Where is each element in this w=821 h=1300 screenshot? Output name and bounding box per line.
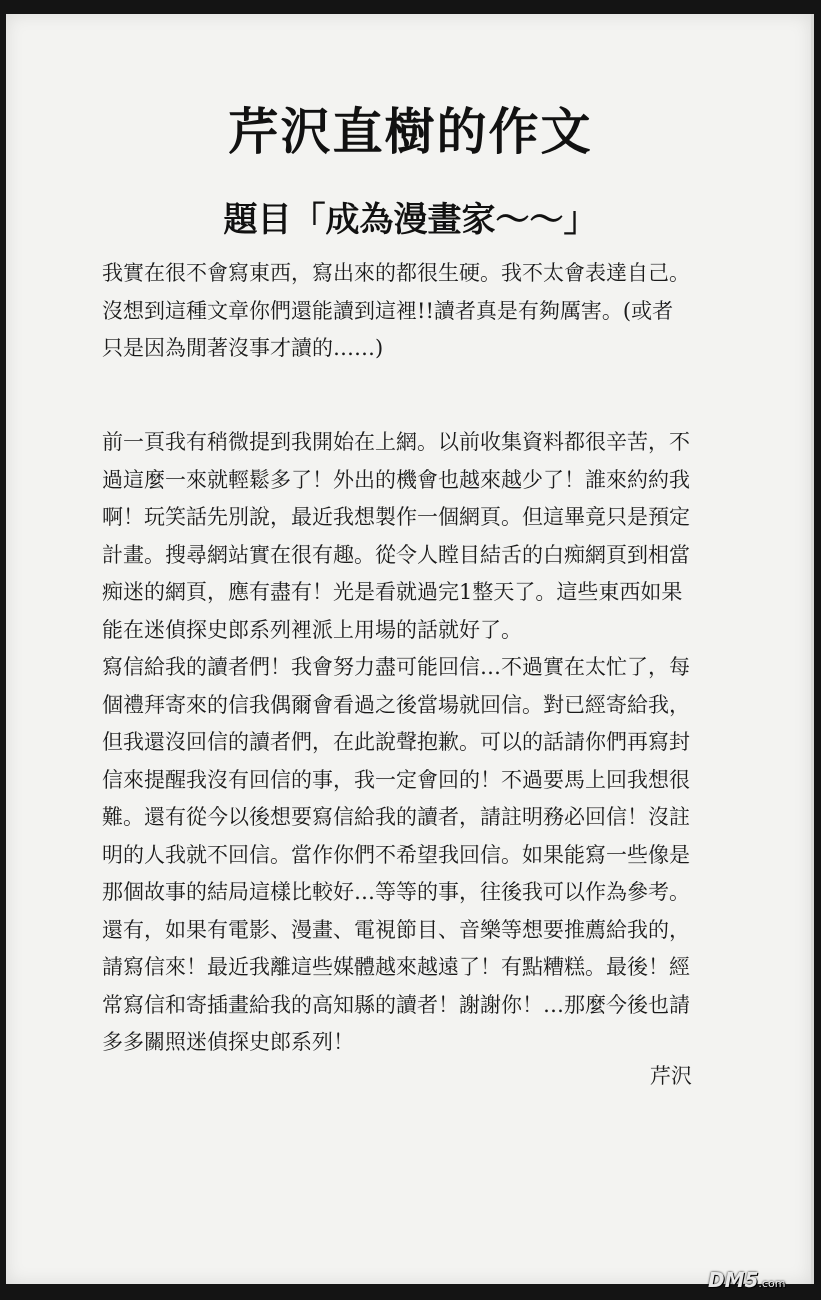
page-subtitle: 題目「成為漫畫家～～」 xyxy=(223,200,598,240)
paragraph-1 xyxy=(102,255,772,368)
text-line: 但我還沒回信的讀者們，在此說聲抱歉。可以的話請你們再寫封 xyxy=(102,730,690,754)
watermark-main: DM5 xyxy=(708,1268,759,1292)
text-line: 難。還有從今以後想要寫信給我的讀者，請註明務必回信！沒註 xyxy=(102,805,690,829)
text-line: 個禮拜寄來的信我偶爾會看過之後當場就回信。對已經寄給我， xyxy=(102,692,690,717)
watermark-logo xyxy=(708,1268,785,1292)
text-line: 信來提醒我沒有回信的事，我一定會回的！不過要馬上回我想很 xyxy=(102,767,690,792)
text-line: 常寫信和寄插畫給我的高知縣的讀者！謝謝你！…那麼今後也請 xyxy=(102,992,690,1017)
text-line: 只是因為閒著沒事才讀的……) xyxy=(102,336,384,360)
paragraph-3 xyxy=(102,649,772,1062)
text-line: 多多關照迷偵探史郎系列！ xyxy=(102,1030,354,1054)
text-line: 明的人我就不回信。當作你們不希望我回信。如果能寫一些像是 xyxy=(102,842,690,867)
text-line: 還有，如果有電影、漫畫、電視節目、音樂等想要推薦給我的， xyxy=(102,917,690,942)
signature: 芹沢 xyxy=(650,1064,692,1088)
page-title: 芹沢直樹的作文 xyxy=(228,103,593,161)
paragraph-2 xyxy=(102,424,772,649)
text-line: 那個故事的結局這樣比較好…等等的事，往後我可以作為參考。 xyxy=(102,880,690,904)
text-line: 前一頁我有稍微提到我開始在上網。以前收集資料都很辛苦，不 xyxy=(102,430,690,454)
text-line: 寫信給我的讀者們！我會努力盡可能回信…不過實在太忙了，每 xyxy=(102,655,690,679)
text-line: 我實在很不會寫東西，寫出來的都很生硬。我不太會表達自己。 xyxy=(102,261,690,285)
text-line: 請寫信來！最近我離這些媒體越來越遠了！有點糟糕。最後！經 xyxy=(102,955,690,979)
text-line: 沒想到這種文章你們還能讀到這裡!!讀者真是有夠厲害。(或者 xyxy=(102,298,674,323)
text-line: 啊！玩笑話先別說，最近我想製作一個網頁。但這畢竟只是預定 xyxy=(102,505,690,529)
text-line: 能在迷偵探史郎系列裡派上用場的話就好了。 xyxy=(102,617,522,642)
text-line: 過這麼一來就輕鬆多了！外出的機會也越來越少了！誰來約約我 xyxy=(102,467,690,492)
text-line: 計畫。搜尋網站實在很有趣。從令人瞠目結舌的白痴網頁到相當 xyxy=(102,542,690,567)
text-line: 痴迷的網頁，應有盡有！光是看就過完1整天了。這些東西如果 xyxy=(102,580,683,604)
watermark-suffix: .com xyxy=(758,1277,786,1290)
